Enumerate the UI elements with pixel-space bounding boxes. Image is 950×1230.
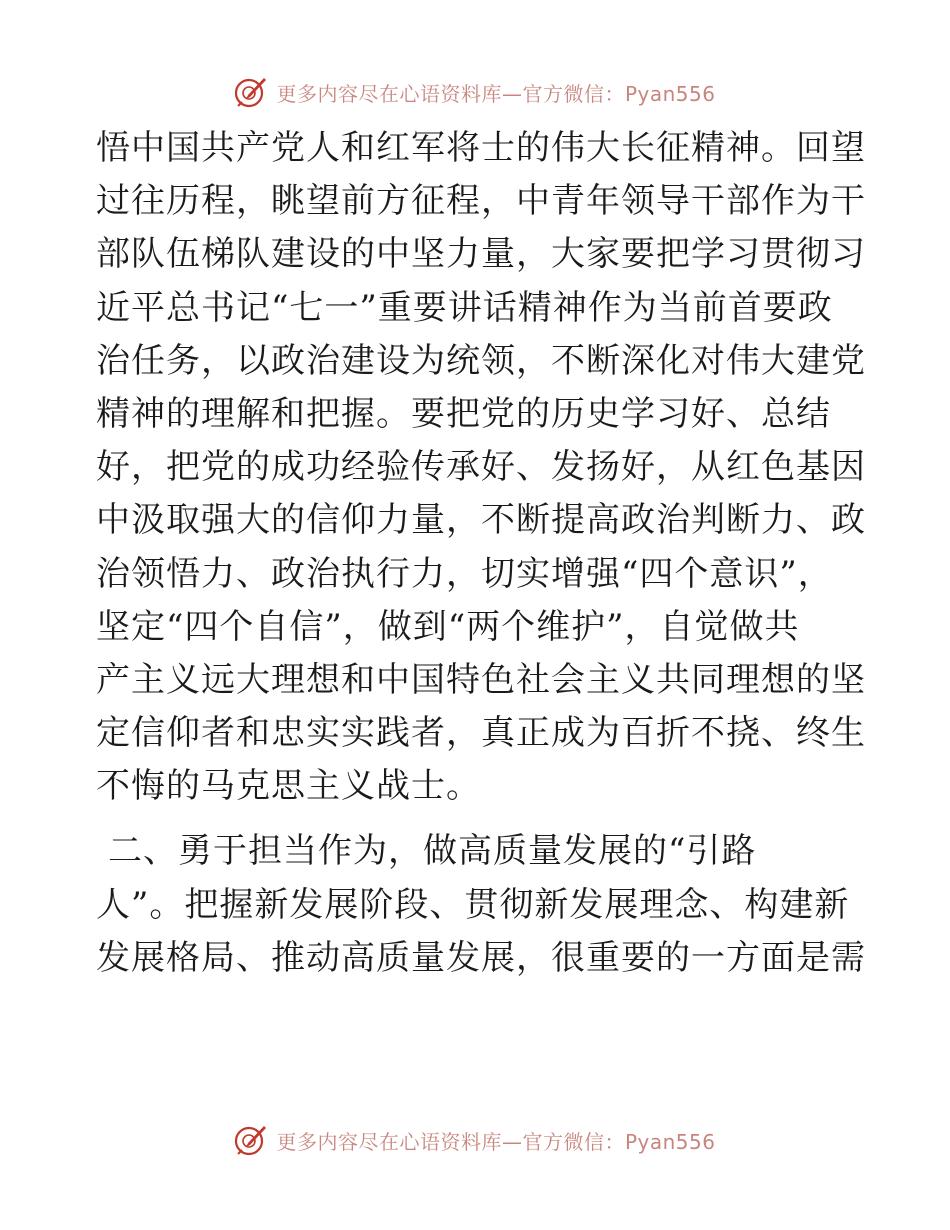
document-body	[96, 122, 866, 985]
text-line: 好，把党的成功经验传承好、发扬好，从红色基因	[96, 447, 866, 488]
quill-logo-icon	[234, 1123, 268, 1157]
header-banner-text: 更多内容尽在心语资料库—官方微信：Pyan556	[276, 81, 716, 106]
text-line: 部队伍梯队建设的中坚力量，大家要把学习贯彻习	[96, 234, 866, 275]
text-line: 产主义远大理想和中国特色社会主义共同理想的坚	[96, 659, 866, 700]
footer-banner	[0, 1120, 950, 1160]
quill-logo-icon	[234, 75, 268, 109]
footer-banner-text: 更多内容尽在心语资料库—官方微信：Pyan556	[276, 1129, 716, 1154]
header-banner	[0, 72, 950, 112]
text-line: 治任务，以政治建设为统领，不断深化对伟大建党	[96, 340, 866, 381]
text-line: 定信仰者和忠实实践者，真正成为百折不挠、终生	[96, 713, 866, 754]
text-line: 发展格局、推动高质量发展，很重要的一方面是需	[96, 937, 866, 978]
text-line: 精神的理解和把握。要把党的历史学习好、总结	[96, 393, 831, 434]
text-line: 近平总书记“七一”重要讲话精神作为当前首要政	[96, 287, 833, 328]
text-line: 治领悟力、政治执行力，切实增强“四个意识”，	[96, 553, 833, 594]
text-line: 悟中国共产党人和红军将士的伟大长征精神。回望	[96, 128, 866, 168]
section-heading-line: 二、勇于担当作为，做高质量发展的“引路	[108, 831, 757, 872]
text-line: 人”。把握新发展阶段、贯彻新发展理念、构建新	[96, 884, 850, 925]
text-line: 过往历程，眺望前方征程，中青年领导干部作为干	[96, 181, 866, 222]
text-line: 不悔的马克思主义战士。	[96, 766, 481, 807]
text-line: 坚定“四个自信”，做到“两个维护”，自觉做共	[96, 606, 800, 647]
text-line: 中汲取强大的信仰力量，不断提高政治判断力、政	[96, 500, 866, 541]
